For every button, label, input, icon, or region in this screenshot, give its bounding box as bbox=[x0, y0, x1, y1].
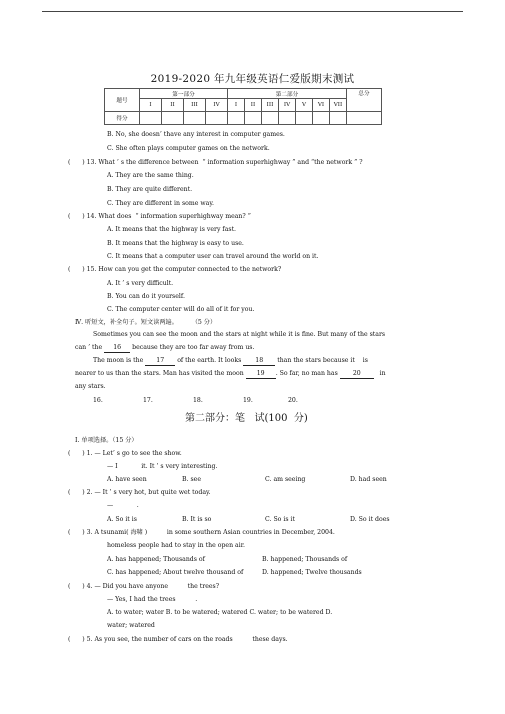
option-line: A. to water; water B. to be watered; watered C. water; to be watered D. bbox=[107, 609, 333, 616]
question-line: ( ) 2. — It ’ s very hot, but quite wet today. bbox=[68, 489, 211, 496]
question-line: ( ) 13. What ’ s the difference between “ information superhighway ” and “the network ” ? bbox=[68, 159, 363, 166]
option-line: A. They are the same thing. bbox=[107, 172, 194, 179]
score-col: III bbox=[262, 99, 279, 112]
option-line: B. They are quite different. bbox=[107, 186, 193, 193]
section-heading: Ⅳ. 听短文，补全句子。短文读两遍。 （5 分） bbox=[75, 319, 217, 326]
score-col: V bbox=[296, 99, 313, 112]
question-line: ( ) 3. A tsunami( 海啸 ) in some southern Asian countries in December, 2004. bbox=[68, 529, 335, 536]
option: B. happened; Thousands of bbox=[262, 556, 348, 563]
option: B. It is so bbox=[182, 516, 212, 523]
question-line: ( ) 4. — Did you have anyone the trees? bbox=[68, 583, 220, 590]
score-table-label: 题号 bbox=[105, 89, 140, 112]
passage-line: nearer to us than the stars. Man has visited the moon 19 . So far, no man has 20 in bbox=[75, 370, 386, 377]
option: C. am seeing bbox=[265, 476, 306, 483]
score-col: IV bbox=[279, 99, 296, 112]
score-col: II bbox=[162, 99, 184, 112]
score-table-label: 得分 bbox=[105, 112, 140, 125]
option-line: water; watered bbox=[107, 622, 155, 629]
score-col: IV bbox=[206, 99, 228, 112]
score-col: VI bbox=[313, 99, 330, 112]
question-line: — I it. It ’ s very interesting. bbox=[107, 463, 218, 470]
part-heading: 第二部分：笔 试(100 分) bbox=[185, 413, 308, 424]
passage-line: can ’ the 16 because they are too far away from us. bbox=[75, 344, 255, 351]
question-line: ( ) 14. What does “ information superhighway mean? ” bbox=[68, 213, 251, 220]
passage-line: Sometimes you can see the moon and the stars at night while it is fine. But many of the stars bbox=[93, 331, 386, 338]
page-title: 2019-2020 年九年级英语仁爱版期末测试 bbox=[150, 73, 355, 85]
answer-number: 18. bbox=[193, 397, 203, 404]
option-line: C. She often plays computer games on the network. bbox=[107, 145, 270, 152]
score-col: I bbox=[140, 99, 162, 112]
question-line: homeless people had to stay in the open air. bbox=[107, 542, 245, 549]
option: A. have seen bbox=[107, 476, 147, 483]
score-col: III bbox=[184, 99, 206, 112]
option: A. So it is bbox=[107, 516, 137, 523]
score-table-part2: 第二部分 bbox=[228, 89, 347, 99]
question-line: — Yes, I had the trees . bbox=[107, 596, 198, 603]
option-line: A. It ’ s very difficult. bbox=[107, 280, 174, 287]
score-table-total: 总分 bbox=[347, 89, 382, 112]
question-line: ( ) 15. How can you get the computer connected to the network? bbox=[68, 266, 282, 273]
answer-number: 16. bbox=[93, 397, 103, 404]
passage-line: any stars. bbox=[75, 383, 106, 390]
option: B. see bbox=[182, 476, 201, 483]
question-line: ( ) 1. — Let’ s go to see the show. bbox=[68, 450, 182, 457]
answer-number: 17. bbox=[143, 397, 153, 404]
option: C. has happened; About twelve thousand of bbox=[107, 569, 244, 576]
score-col: II bbox=[245, 99, 262, 112]
option-line: B. You can do it yourself. bbox=[107, 293, 185, 300]
option: D. So it does bbox=[350, 516, 390, 523]
option: A. has happened; Thousands of bbox=[107, 556, 205, 563]
option-line: B. It means that the highway is easy to use. bbox=[107, 240, 244, 247]
score-table-part1: 第一部分 bbox=[140, 89, 228, 99]
option-line: C. It means that a computer user can travel around the world on it. bbox=[107, 253, 319, 260]
option-line: C. The computer center will do all of it for you. bbox=[107, 306, 255, 313]
option-line: B. No, she doesn’ thave any interest in computer games. bbox=[107, 131, 285, 138]
option-line: A. It means that the highway is very fast. bbox=[107, 226, 237, 233]
answer-number: 20. bbox=[288, 397, 298, 404]
passage-line: The moon is the 17 of the earth. It looks 18 than the stars because it is bbox=[93, 357, 368, 364]
option: D. had seen bbox=[350, 476, 387, 483]
option: D. happened; Twelve thousands bbox=[262, 569, 362, 576]
question-line: — . bbox=[107, 502, 139, 509]
option-line: C. They are different in some way. bbox=[107, 200, 214, 207]
answer-number: 19. bbox=[243, 397, 253, 404]
question-line: ( ) 5. As you see, the number of cars on the roads these days. bbox=[68, 636, 288, 643]
score-col: VII bbox=[330, 99, 347, 112]
section-heading: Ⅰ. 单项选择。（15 分） bbox=[75, 437, 138, 444]
option: C. So is it bbox=[265, 516, 295, 523]
score-col: I bbox=[228, 99, 245, 112]
